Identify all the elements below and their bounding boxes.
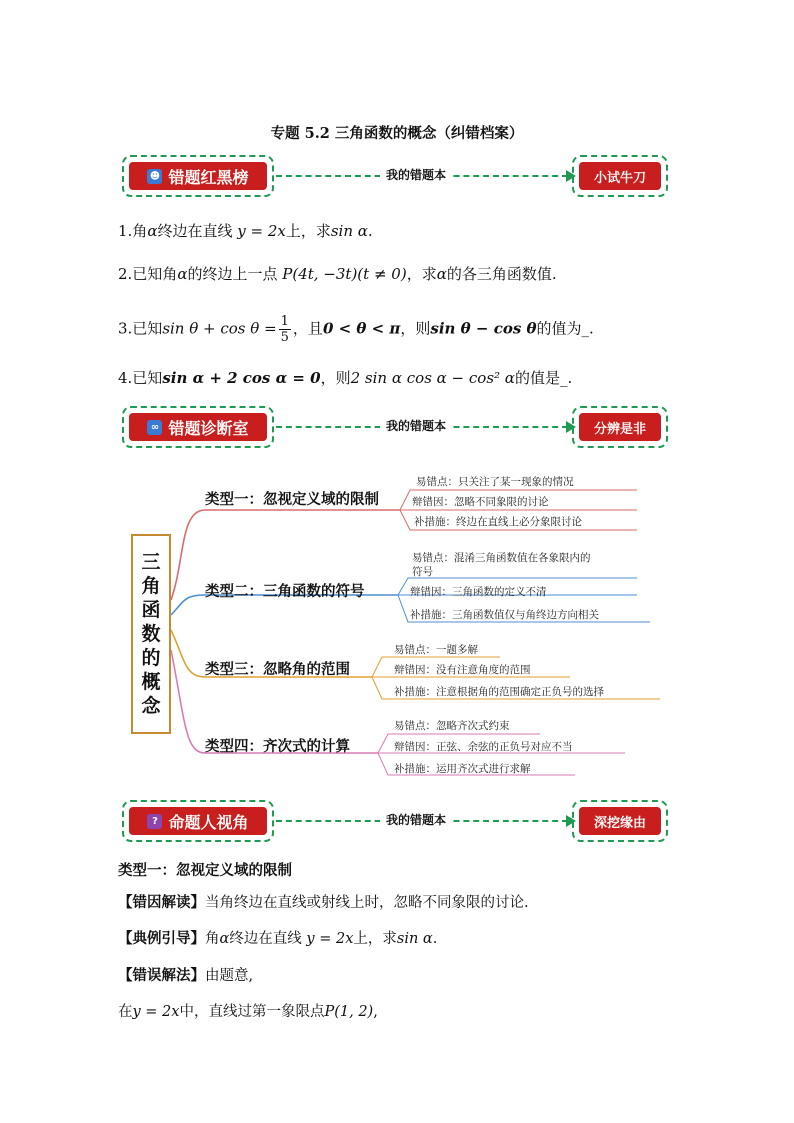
leaf: 补措施：三角函数值仅与角终边方向相关 — [410, 609, 599, 621]
fraction: $\frac{1}{5}$ — [280, 314, 289, 345]
branch-type-2: 类型二：三角函数的符号 — [205, 584, 365, 600]
question-4: 4.已知sin α + 2 cos α = 0，则2 sin α cos α − cos² α的值是_. — [118, 369, 573, 387]
banner-right-label: 分辨是非 — [579, 413, 661, 441]
section-banner-3 — [122, 800, 668, 846]
wrong-solution-paragraph: 【错误解法】由题意, — [118, 968, 254, 984]
leaf: 符号 — [412, 566, 433, 578]
leaf: 补措施：注意根据角的范围确定正负号的选择 — [394, 686, 604, 698]
person-icon: ☻ — [147, 169, 162, 184]
solution-line: 在y = 2x中，直线过第一象限点P(1, 2), — [118, 1004, 378, 1020]
leaf: 补措施：终边在直线上必分象限讨论 — [414, 516, 582, 528]
leaf: 补措施：运用齐次式进行求解 — [394, 763, 531, 775]
question-icon: ? — [147, 814, 162, 829]
question-3: 3.已知sin θ + cos θ = $\frac{1}{5}$ ，且0 < θ < π，则sin θ − cos θ的值为_. — [118, 314, 594, 345]
leaf: 易错点：一题多解 — [394, 644, 478, 656]
error-reason-paragraph: 【错因解读】当角终边在直线或射线上时，忽略不同象限的讨论. — [118, 895, 529, 911]
banner-left-box — [122, 800, 274, 842]
banner-mid-label: 我的错题本 — [380, 811, 452, 828]
banner-mid-label: 我的错题本 — [380, 417, 452, 434]
banner-left-label: 错题诊断室 — [168, 418, 249, 438]
banner-right-label: 小试牛刀 — [579, 162, 661, 190]
leaf: 辩错因：没有注意角度的范围 — [394, 664, 531, 676]
leaf: 辩错因：正弦、余弦的正负号对应不当 — [394, 741, 573, 753]
banner-left-label: 错题红黑榜 — [168, 167, 249, 187]
page-title: 专题 5.2 三角函数的概念（纠错档案） — [270, 125, 524, 142]
banner-left-label: 命题人视角 — [168, 812, 249, 832]
leaf: 辩错因：忽略不同象限的讨论 — [412, 496, 549, 508]
leaf: 易错点：混淆三角函数值在各象限内的 — [412, 552, 591, 564]
leaf: 易错点：只关注了某一现象的情况 — [416, 476, 574, 488]
banner-mid-label: 我的错题本 — [380, 166, 452, 183]
banner-right-label: 深挖缘由 — [579, 807, 661, 835]
leaf: 辩错因：三角函数的定义不清 — [410, 586, 547, 598]
leaf: 易错点：忽略齐次式约束 — [394, 720, 510, 732]
type-heading: 类型一：忽视定义域的限制 — [118, 863, 292, 879]
banner-right-box — [572, 800, 668, 842]
mindmap-root: 三 角 函 数 的 概 念 — [131, 534, 171, 734]
example-paragraph: 【典例引导】角α终边在直线 y = 2x上，求sin α. — [118, 931, 438, 947]
branch-type-1: 类型一：忽视定义域的限制 — [205, 492, 379, 508]
question-2: 2.已知角α的终边上一点 P(4t, −3t)(t ≠ 0)，求α的各三角函数值. — [118, 265, 557, 283]
branch-type-4: 类型四：齐次式的计算 — [205, 739, 350, 755]
question-1: 1.角α终边在直线 y = 2x上，求sin α. — [118, 222, 373, 240]
link-icon: ∞ — [147, 420, 162, 435]
branch-type-3: 类型三：忽略角的范围 — [205, 662, 350, 678]
